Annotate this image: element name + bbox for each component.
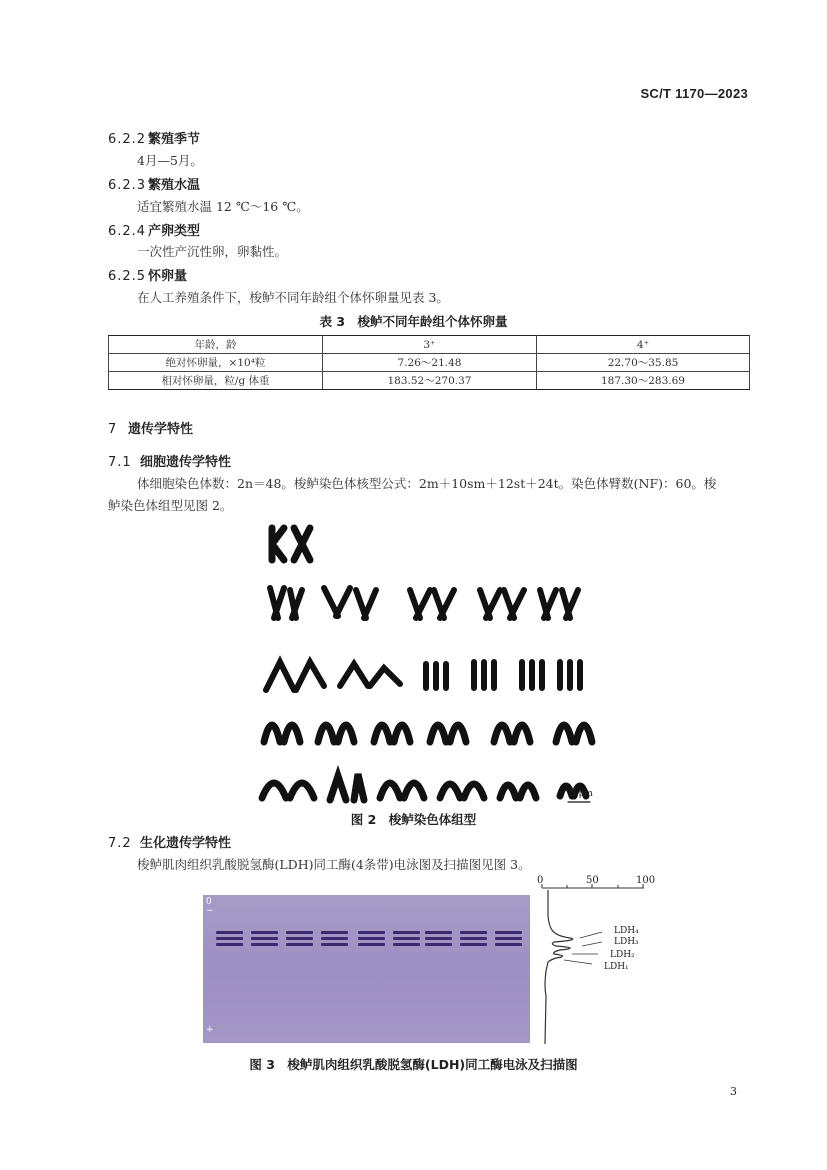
- chromosome-row: [270, 588, 578, 618]
- table-row: [109, 354, 750, 372]
- paragraph-ldh: 梭鲈肌肉组织乳酸脱氢酶(LDH)同工酶(4条带)电泳图及扫描图见图 3。: [137, 857, 531, 872]
- gel-band: [251, 937, 278, 940]
- heading-number: 6.2.5: [108, 269, 147, 284]
- gel-band: [251, 943, 278, 946]
- heading-title: 怀卵量: [148, 269, 188, 284]
- gel-band: [358, 931, 385, 934]
- table-caption: 表 3 梭鲈不同年龄组个体怀卵量: [319, 314, 508, 329]
- band-label-ldh3: LDH₃: [614, 937, 639, 947]
- table-cell: 7.26～21.48: [323, 354, 537, 372]
- gel-minus-label: −: [206, 906, 214, 916]
- heading-7-2: [108, 832, 231, 851]
- gel-origin-label: 0: [206, 897, 212, 907]
- gel-lane: [321, 895, 348, 1043]
- paragraph-breeding-season: 4月—5月。: [137, 153, 203, 168]
- gel-lane: [495, 895, 522, 1043]
- gel-band: [216, 937, 243, 940]
- heading-title: 繁殖季节: [148, 132, 201, 147]
- gel-band: [286, 931, 313, 934]
- page-number: 3: [730, 1085, 737, 1098]
- scan-tick-50: 50: [586, 875, 599, 886]
- gel-band: [495, 937, 522, 940]
- table-row: [109, 372, 750, 390]
- heading-title: 遗传学特性: [128, 422, 194, 437]
- scale-label: 5 μm: [570, 789, 593, 799]
- gel-lane: [393, 895, 420, 1043]
- figure2-caption: 图 2 梭鲈染色体组型: [350, 812, 477, 827]
- table-cell: 183.52～270.37: [323, 372, 537, 390]
- gel-band: [286, 943, 313, 946]
- chromosome-pair: [272, 528, 310, 560]
- gel-lane: [251, 895, 278, 1043]
- heading-number: 6.2.3: [108, 178, 147, 193]
- gel-band: [425, 943, 452, 946]
- gel-band: [321, 937, 348, 940]
- gel-band: [321, 931, 348, 934]
- table-cell: 相对怀卵量，粒/g 体重: [109, 372, 323, 390]
- heading-6-2-4: [108, 220, 200, 239]
- gel-band: [358, 937, 385, 940]
- scan-tick-0: 0: [537, 875, 544, 886]
- karyotype-figure: [250, 510, 610, 810]
- chromosome-row: [264, 725, 592, 742]
- figure3-caption: 图 3 梭鲈肌肉组织乳酸脱氢酶(LDH)同工酶电泳及扫描图: [249, 1057, 578, 1072]
- heading-6-2-3: [108, 174, 200, 193]
- gel-band: [460, 937, 487, 940]
- table-header-cell: 3⁺: [323, 336, 537, 354]
- heading-7-1: [108, 451, 231, 470]
- table-cell: 绝对怀卵量，×10⁴粒: [109, 354, 323, 372]
- gel-band: [216, 931, 243, 934]
- gel-lane: [425, 895, 452, 1043]
- paragraph-karyotype-line1: 体细胞染色体数：2n＝48。梭鲈染色体核型公式：2m＋10sm＋12st＋24t。染色体臂数(NF)：60。梭: [137, 476, 717, 491]
- electrophoresis-gel: [203, 895, 530, 1043]
- heading-number: 7.2: [108, 836, 132, 851]
- heading-number: 7.1: [108, 455, 132, 470]
- table-header-cell: 年龄，龄: [109, 336, 323, 354]
- table-header-cell: 4⁺: [537, 336, 750, 354]
- gel-band: [286, 937, 313, 940]
- gel-band: [460, 943, 487, 946]
- scan-tick-100: 100: [636, 875, 656, 886]
- gel-band: [495, 943, 522, 946]
- gel-band: [460, 931, 487, 934]
- gel-band: [251, 931, 278, 934]
- gel-lane: [460, 895, 487, 1043]
- paragraph-water-temp: 适宜繁殖水温 12 ℃～16 ℃。: [137, 199, 309, 214]
- table-header-row: [109, 336, 750, 354]
- gel-band: [393, 943, 420, 946]
- gel-band: [216, 943, 243, 946]
- heading-number: 7: [108, 422, 118, 437]
- gel-lane: [358, 895, 385, 1043]
- heading-number: 6.2.4: [108, 224, 147, 239]
- band-label-ldh2: LDH₂: [610, 950, 635, 960]
- chromosome-row: [262, 774, 586, 800]
- paragraph-karyotype-line2: 鲈染色体组型见图 2。: [108, 498, 233, 513]
- paragraph-fecundity: 在人工养殖条件下，梭鲈不同年龄组个体怀卵量见表 3。: [137, 290, 449, 305]
- heading-7: [108, 418, 193, 437]
- gel-band: [358, 943, 385, 946]
- table-cell: 22.70～35.85: [537, 354, 750, 372]
- table-cell: 187.30～283.69: [537, 372, 750, 390]
- heading-title: 产卵类型: [148, 224, 201, 239]
- gel-band: [393, 937, 420, 940]
- fecundity-table: [108, 335, 750, 390]
- band-label-ldh1: LDH₁: [604, 962, 629, 972]
- gel-lane: [216, 895, 243, 1043]
- band-label-ldh4: LDH₄: [614, 926, 639, 936]
- heading-title: 繁殖水温: [148, 178, 201, 193]
- gel-band: [393, 931, 420, 934]
- heading-6-2-2: [108, 128, 200, 147]
- gel-plus-label: +: [206, 1025, 214, 1035]
- densitometer-scan: [540, 876, 650, 1046]
- gel-band: [425, 937, 452, 940]
- gel-band: [321, 943, 348, 946]
- chromosome-row: [266, 662, 580, 690]
- heading-title: 细胞遗传学特性: [140, 455, 232, 470]
- heading-title: 生化遗传学特性: [140, 836, 232, 851]
- standard-code: SC/T 1170—2023: [640, 86, 748, 101]
- heading-number: 6.2.2: [108, 132, 147, 147]
- gel-lane: [286, 895, 313, 1043]
- gel-band: [495, 931, 522, 934]
- heading-6-2-5: [108, 265, 187, 284]
- paragraph-spawn-type: 一次性产沉性卵，卵黏性。: [137, 244, 288, 259]
- gel-band: [425, 931, 452, 934]
- scan-curve: [545, 890, 573, 1044]
